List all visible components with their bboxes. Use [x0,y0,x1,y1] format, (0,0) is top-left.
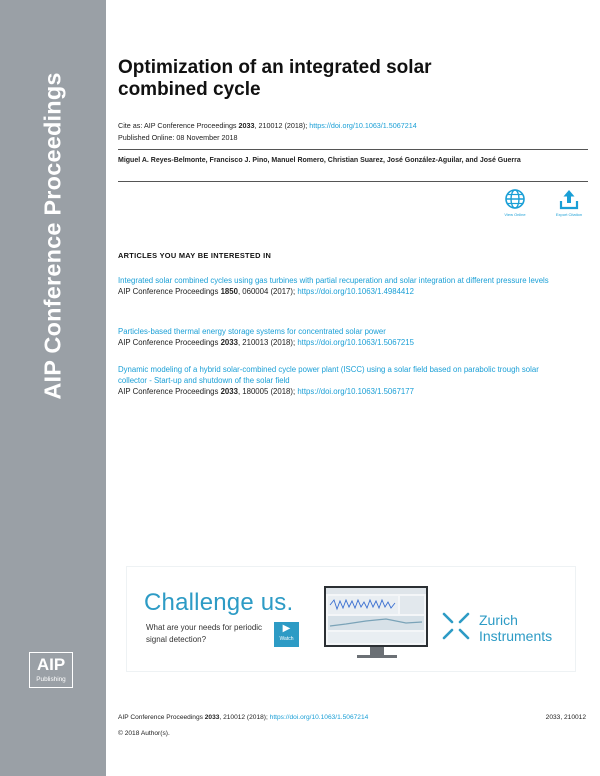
view-online-label: View Online [504,212,526,217]
related-article-reference [118,337,568,348]
aip-publishing-logo[interactable] [29,652,73,688]
export-icon [558,188,580,210]
footer-cite-suffix: , 210012 (2018); [219,714,270,721]
related-article-title[interactable]: Integrated solar combined cycles using gas turbines with partial recuperation and solar integration at different pressure levels [118,276,549,285]
journal-title: AIP Conference Proceedings [39,72,66,400]
ref-volume: 2033 [220,338,238,347]
logo-publishing-text: Publishing [36,676,66,683]
cite-volume: 2033 [238,121,255,130]
copyright-notice: © 2018 Author(s). [118,730,170,737]
advertisement-banner[interactable] [126,566,576,672]
ref-suffix: , 210013 (2018); [237,338,298,347]
citation-block [118,120,588,144]
related-article-reference [118,386,568,397]
ref-prefix: AIP Conference Proceedings [118,287,221,296]
ref-volume: 1850 [220,287,238,296]
related-articles-heading: ARTICLES YOU MAY BE INTERESTED IN [118,251,272,260]
export-citation-button[interactable] [549,188,589,217]
brand-line-1: Zurich [479,612,518,628]
cite-as-line [118,120,588,132]
watch-button[interactable] [274,622,299,647]
divider [118,181,588,182]
footer-citation [118,714,368,721]
related-article-reference [118,286,568,297]
related-doi-link[interactable]: https://doi.org/10.1063/1.5067177 [297,387,414,396]
author-list: Miguel A. Reyes-Belmonte, Francisco J. Pino, Manuel Romero, Christian Suarez, José González-Aguilar, and José Guerra [118,157,521,164]
related-article-title[interactable]: Particles-based thermal energy storage systems for concentrated solar power [118,327,386,336]
related-doi-link[interactable]: https://doi.org/10.1063/1.5067215 [297,338,414,347]
related-article-title[interactable]: Dynamic modeling of a hybrid solar-combined cycle power plant (ISCC) using a solar field based on parabolic trough solar collector - Start-up and shutdown of the solar field [118,365,539,385]
ref-volume: 2033 [220,387,238,396]
related-doi-link[interactable]: https://doi.org/10.1063/1.4984412 [297,287,414,296]
footer-cite-volume: 2033 [204,714,220,721]
footer-cite-prefix: AIP Conference Proceedings [118,714,205,721]
ref-suffix: , 180005 (2018); [237,387,298,396]
view-online-button[interactable] [495,188,535,217]
related-article [118,364,568,397]
signal-screen-graphic [326,588,426,645]
monitor-base [357,655,397,658]
footer-doi-link[interactable]: https://doi.org/10.1063/1.5067214 [269,714,369,721]
divider [118,149,588,150]
paper-title [118,57,518,101]
related-article [118,275,568,297]
ref-suffix: , 060004 (2017); [237,287,298,296]
published-date: Published Online: 08 November 2018 [118,133,238,142]
cite-suffix: , 210012 (2018); [254,121,310,130]
ref-prefix: AIP Conference Proceedings [118,338,221,347]
paper-title-line-1: Optimization of an integrated solar [118,57,432,78]
cite-prefix: Cite as: AIP Conference Proceedings [118,121,239,130]
globe-icon [504,188,526,210]
related-article [118,326,568,348]
footer-page-ref: 2033, 210012 [545,714,586,721]
journal-sidebar [0,0,106,776]
zurich-instruments-brand [479,612,552,644]
export-citation-label: Export Citation [555,212,583,217]
logo-aip-text: AIP [36,655,66,674]
ad-question: What are your needs for periodic signal detection? [146,623,263,644]
paper-title-line-2: combined cycle [118,79,261,100]
watch-label: Watch [279,636,294,642]
paper-doi-link[interactable]: https://doi.org/10.1063/1.5067214 [309,121,417,130]
play-icon: ▶ [282,623,291,634]
brand-line-2: Instruments [479,628,553,644]
ref-prefix: AIP Conference Proceedings [118,387,221,396]
zurich-instruments-logo-icon [441,611,471,641]
ad-headline: Challenge us. [144,589,294,616]
monitor-image [324,586,428,647]
